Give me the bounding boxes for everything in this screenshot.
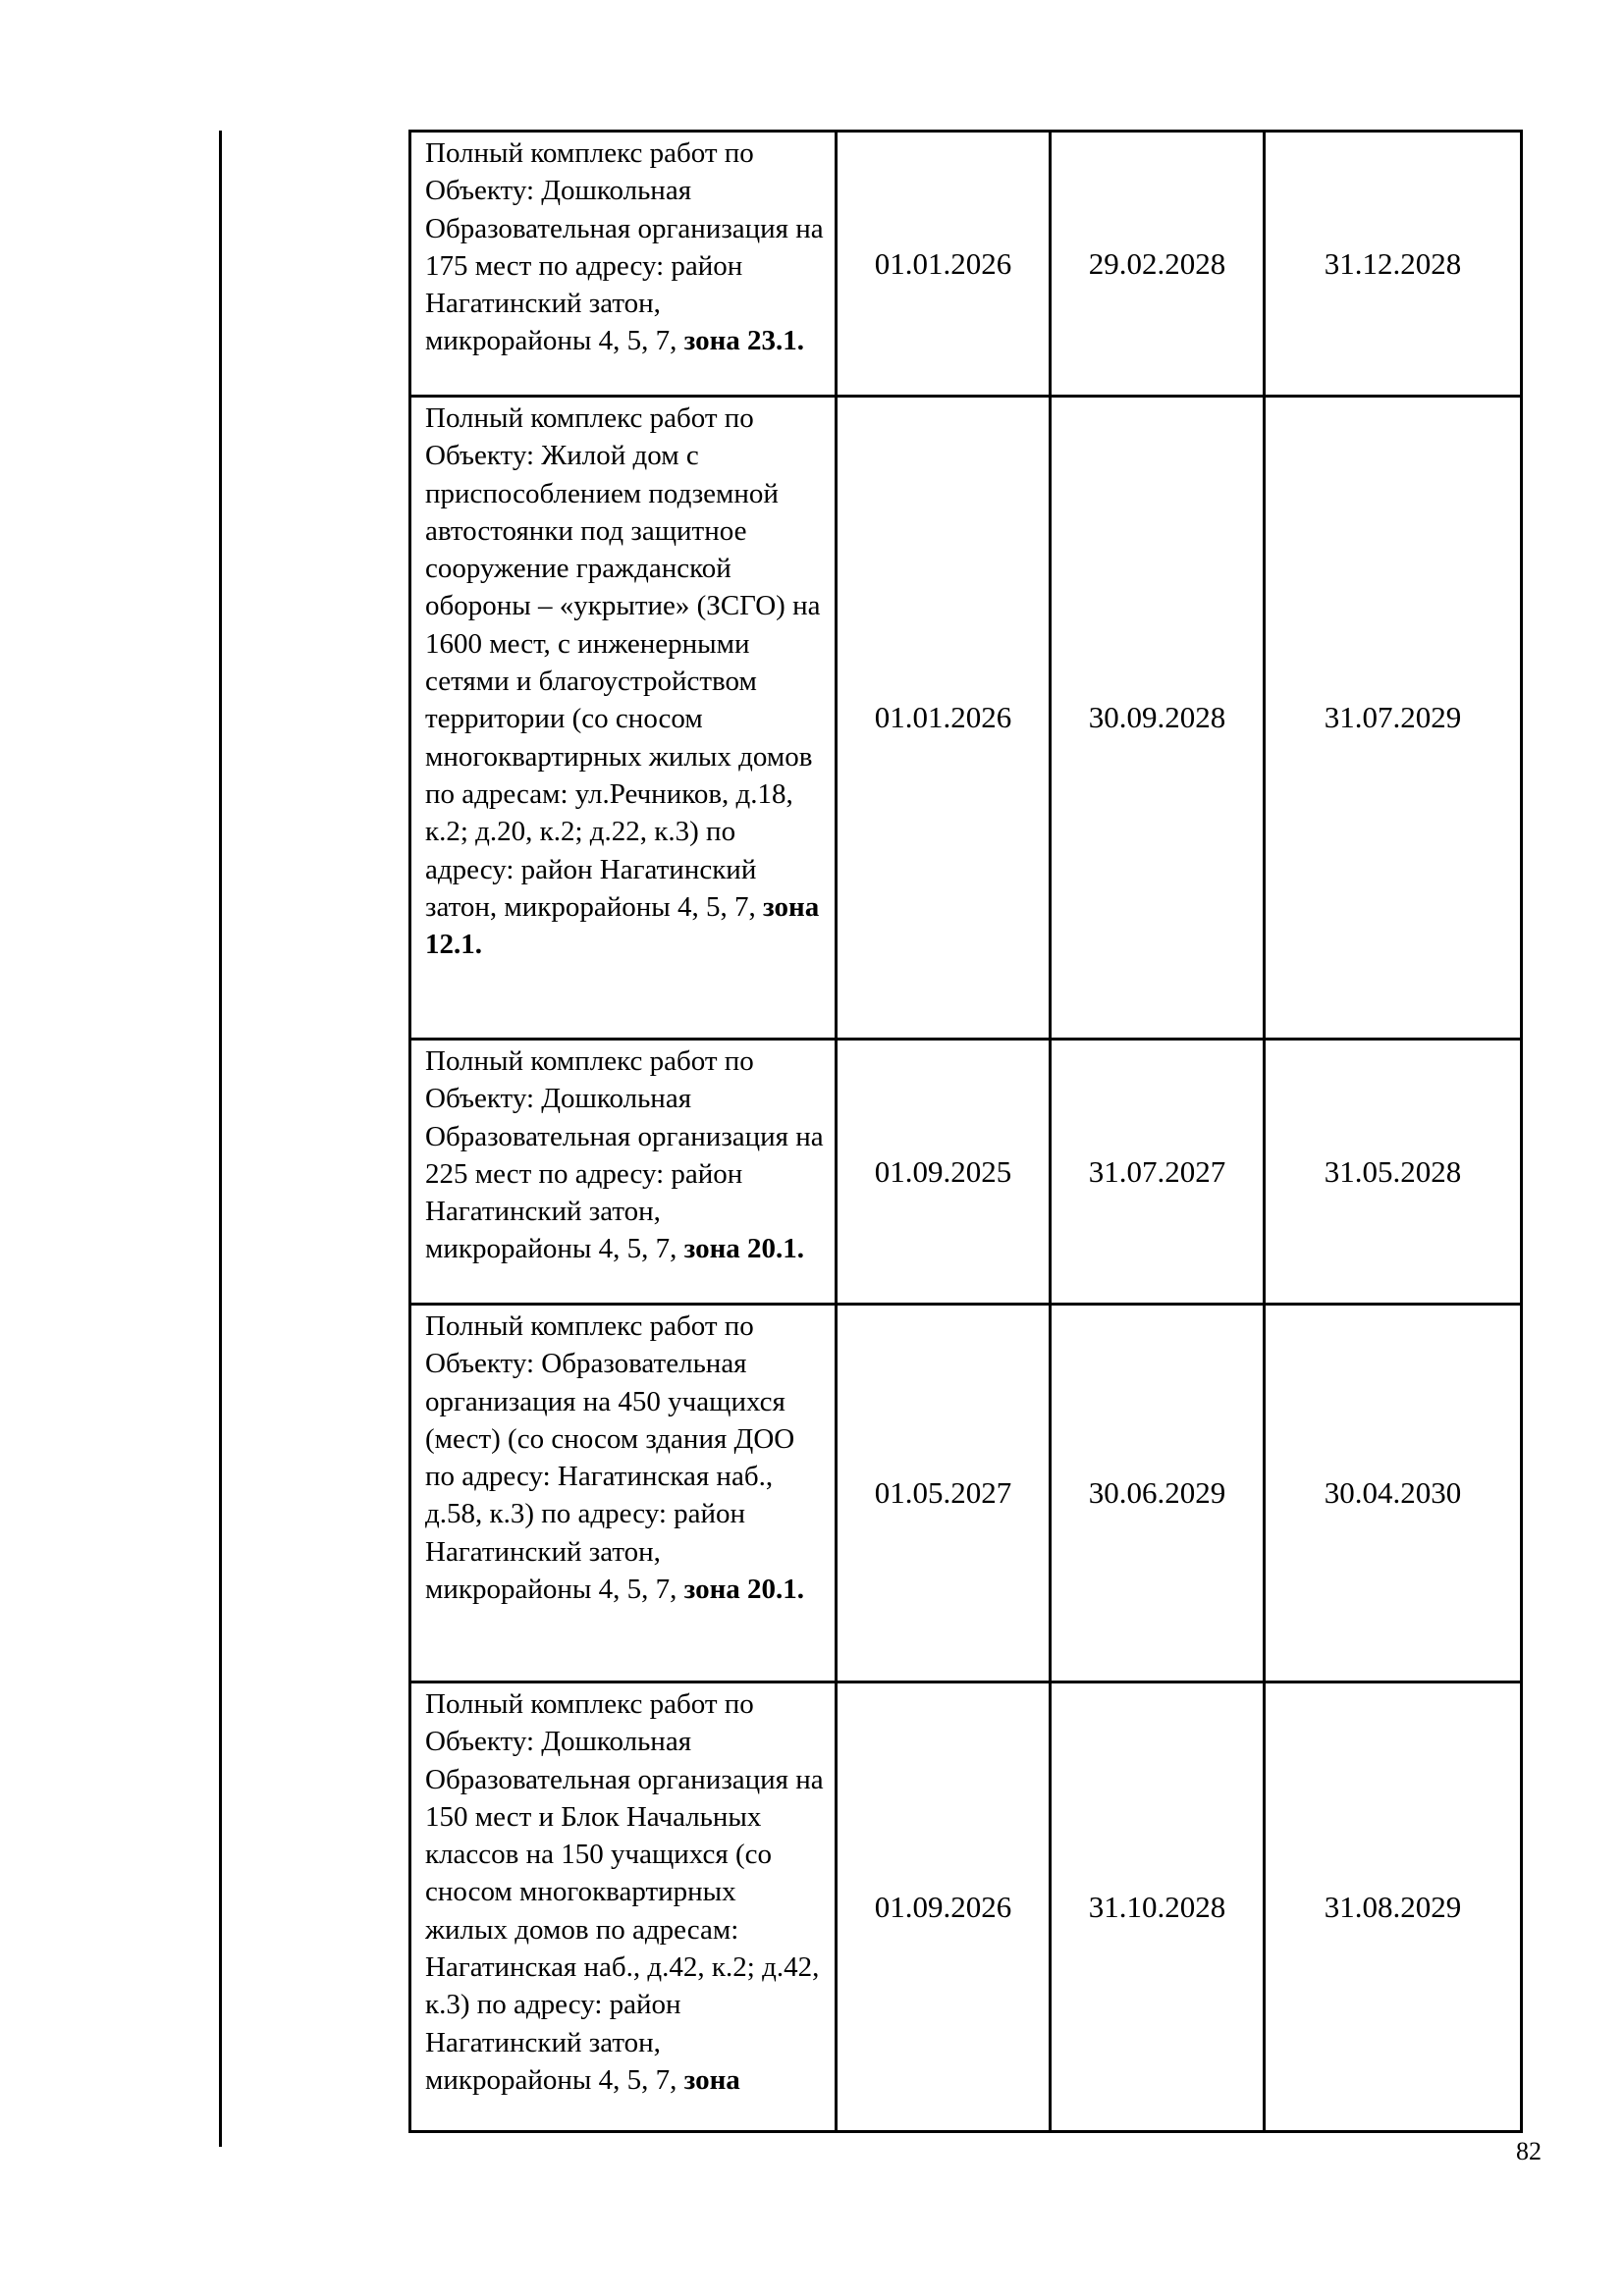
end-date-cell: 31.07.2029 <box>1265 397 1522 1040</box>
zone-label: зона 12.1. <box>425 890 820 961</box>
zone-label: зона <box>683 2063 740 2096</box>
start-date-cell: 01.09.2025 <box>837 1040 1051 1305</box>
middle-date-cell: 31.10.2028 <box>1051 1682 1265 2132</box>
end-date-cell: 31.05.2028 <box>1265 1040 1522 1305</box>
table-row <box>410 1305 1522 1682</box>
left-margin-line <box>219 131 222 2147</box>
table-row <box>410 132 1522 397</box>
end-date-cell: 31.12.2028 <box>1265 132 1522 397</box>
zone-label: зона 20.1. <box>683 1574 805 1606</box>
start-date-cell: 01.01.2026 <box>837 132 1051 397</box>
object-description: Полный комплекс работ по Объекту: Дошкольная Образовательная организация на 150 мест и Блок Начальных классов на 150 учащихся (со сносом многоквартирных жилых домов по адресам: Нагатинская наб., д.42, к.2; д.42, к.3) по адресу: район Нагатинский затон, микрорайоны 4, 5, 7, <box>425 1688 824 2096</box>
page-number: 82 <box>1516 2137 1542 2165</box>
object-description-cell <box>410 1682 837 2132</box>
zone-label: зона 23.1. <box>683 325 805 357</box>
object-description: Полный комплекс работ по Объекту: Образовательная организация на 450 учащихся (мест) (со сносом здания ДОО по адресу: Нагатинская наб., д.58, к.3) по адресу: район Нагатинский затон, микрорайоны 4, 5, 7, <box>425 1310 795 1606</box>
object-description-cell <box>410 397 837 1040</box>
object-description: Полный комплекс работ по Объекту: Жилой дом с приспособлением подземной автостоянки под защитное сооружение гражданской обороны – «укрытие» (ЗСГО) на 1600 мест, с инженерными сетями и благоустройством территории (со сносом многоквартирных жилых домов по адресам: ул.Речников, д.18, к.2; д.20, к.2; д.22, к.3) по адресу: район Нагатинский затон, микрорайоны 4, 5, 7, <box>425 402 821 923</box>
object-description-cell <box>410 1305 837 1682</box>
table-row <box>410 1040 1522 1305</box>
end-date-cell: 31.08.2029 <box>1265 1682 1522 2132</box>
end-date-cell: 30.04.2030 <box>1265 1305 1522 1682</box>
start-date-cell: 01.01.2026 <box>837 397 1051 1040</box>
middle-date-cell: 30.06.2029 <box>1051 1305 1265 1682</box>
object-description-cell <box>410 132 837 397</box>
schedule-table <box>408 130 1523 2133</box>
table-row <box>410 1682 1522 2132</box>
object-description: Полный комплекс работ по Объекту: Дошкольная Образовательная организация на 175 мест по адресу: район Нагатинский затон, микрорайоны 4, 5, 7, <box>425 137 824 357</box>
table-row <box>410 397 1522 1040</box>
middle-date-cell: 31.07.2027 <box>1051 1040 1265 1305</box>
middle-date-cell: 29.02.2028 <box>1051 132 1265 397</box>
start-date-cell: 01.05.2027 <box>837 1305 1051 1682</box>
object-description: Полный комплекс работ по Объекту: Дошкольная Образовательная организация на 225 мест по адресу: район Нагатинский затон, микрорайоны 4, 5, 7, <box>425 1045 824 1265</box>
object-description-cell <box>410 1040 837 1305</box>
zone-label: зона 20.1. <box>683 1233 805 1265</box>
start-date-cell: 01.09.2026 <box>837 1682 1051 2132</box>
middle-date-cell: 30.09.2028 <box>1051 397 1265 1040</box>
